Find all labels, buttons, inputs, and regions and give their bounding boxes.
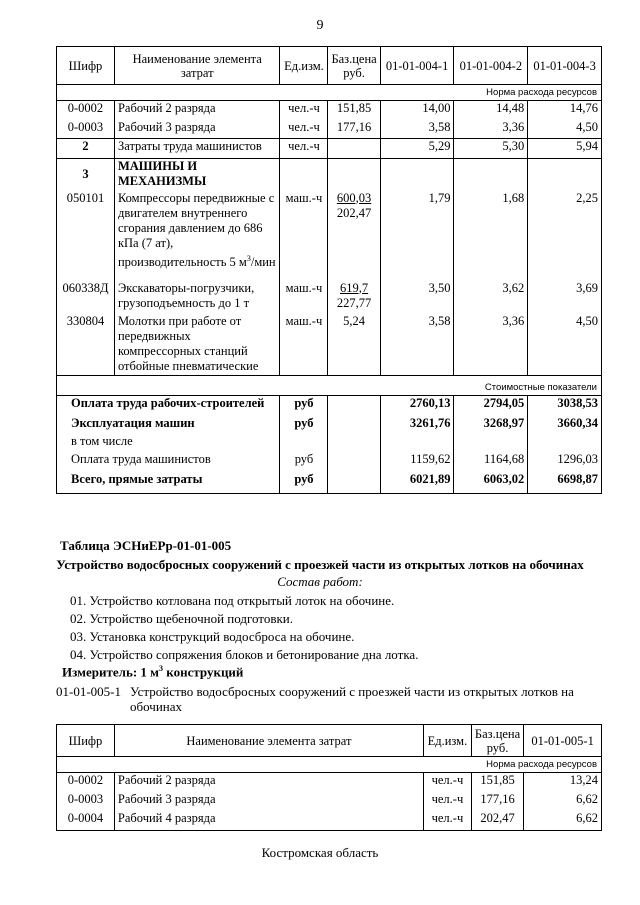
summary-v1: 3261,76: [380, 416, 454, 434]
summary-name: Оплата труда рабочих-строителей: [57, 396, 280, 416]
header-price: Баз.цена руб.: [328, 47, 380, 85]
row-unit: чел.-ч: [280, 101, 328, 120]
summary-unit: руб: [280, 416, 328, 434]
summary-v3: 6698,87: [528, 472, 602, 494]
cost-label: Стоимостные показатели: [57, 376, 602, 396]
row-v1: 14,00: [380, 101, 454, 120]
row-price: 177,16: [328, 120, 380, 139]
table-title: Таблица ЭСНиЕРр-01-01-005: [60, 538, 232, 553]
row-unit: чел.-ч: [423, 792, 471, 811]
table-row: [57, 773, 602, 792]
row-price: 151,85: [328, 101, 380, 120]
row-name: Рабочий 3 разряда: [114, 792, 423, 811]
row-unit: чел.-ч: [280, 139, 328, 159]
row-code: 0-0003: [57, 120, 115, 139]
row-v1: 6,62: [524, 792, 602, 811]
row-v1: 5,29: [380, 139, 454, 159]
table-header-row: [57, 725, 602, 757]
row-v3: 3,69: [528, 281, 602, 314]
row-unit: чел.-ч: [423, 811, 471, 831]
row-v1: 3,50: [380, 281, 454, 314]
summary-v1: 1159,62: [380, 452, 454, 472]
table-row: [57, 101, 602, 120]
row-code: 0-0002: [57, 773, 115, 792]
summary-v1: 2760,13: [380, 396, 454, 416]
page-number: 9: [316, 18, 324, 33]
resource-table-2: [56, 724, 602, 831]
page-footer: Костромская область: [261, 845, 379, 860]
header-unit: Ед.изм.: [423, 725, 471, 757]
header-unit: Ед.изм.: [280, 47, 328, 85]
norm-row: [57, 757, 602, 773]
table-header-row: [57, 47, 602, 85]
row-price: 5,24: [328, 314, 380, 376]
row-name: Затраты труда машинистов: [114, 139, 280, 159]
row-price: 619,7 227,77: [328, 281, 380, 314]
row-price: 177,16: [471, 792, 523, 811]
table-row: [57, 120, 602, 139]
row-name: Рабочий 4 разряда: [114, 811, 423, 831]
row-v3: 5,94: [528, 139, 602, 159]
row-v2: 3,62: [454, 281, 528, 314]
header-code: Шифр: [57, 47, 115, 85]
table-row: [57, 139, 602, 159]
summary-v2: 6063,02: [454, 472, 528, 494]
summary-row: [57, 416, 602, 434]
row-name: Рабочий 3 разряда: [114, 120, 280, 139]
machines-header-row: [57, 159, 602, 191]
cost-row: [57, 376, 602, 396]
summary-name: Всего, прямые затраты: [57, 472, 280, 494]
summary-v1: 6021,89: [380, 472, 454, 494]
row-v1: 13,24: [524, 773, 602, 792]
row-code: 060338Д: [57, 281, 115, 314]
row-code: 0-0002: [57, 101, 115, 120]
measure-unit: Измеритель: 1 $м^3$ конструкций: [62, 664, 244, 680]
summary-v3: 1296,03: [528, 452, 602, 472]
row-price: 202,47: [471, 811, 523, 831]
row-v1: 3,58: [380, 314, 454, 376]
summary-v3: 3038,53: [528, 396, 602, 416]
header-name: Наименование элемента затрат: [114, 47, 280, 85]
row-code: 0-0003: [57, 792, 115, 811]
row-price: 600,03 202,47: [328, 191, 380, 281]
summary-row: [57, 452, 602, 472]
header-price: Баз.цена руб.: [471, 725, 523, 757]
row-unit: маш.-ч: [280, 191, 328, 281]
row-v3: 14,76: [528, 101, 602, 120]
work-item: 02. Устройство щебеночной подготовки.: [70, 611, 293, 626]
row-code: 330804: [57, 314, 115, 376]
header-col1: 01-01-004-1: [380, 47, 454, 85]
table-row: [57, 314, 602, 376]
row-v2: 5,30: [454, 139, 528, 159]
row-v1: 6,62: [524, 811, 602, 831]
norm-row: [57, 85, 602, 101]
table-row: [57, 792, 602, 811]
summary-v2: 1164,68: [454, 452, 528, 472]
summary-v2: 2794,05: [454, 396, 528, 416]
row-name: Молотки при работе от передвижных компрессорных станций отбойные пневматические: [114, 314, 280, 376]
header-col2: 01-01-004-2: [454, 47, 528, 85]
summary-row: [57, 472, 602, 494]
norm-label: Норма расхода ресурсов: [57, 757, 602, 773]
machines-title: МАШИНЫ И МЕХАНИЗМЫ: [114, 159, 280, 191]
row-code: 2: [57, 139, 115, 159]
row-v2: 1,68: [454, 191, 528, 281]
summary-name: Оплата труда машинистов: [57, 452, 280, 472]
row-name: Рабочий 2 разряда: [114, 773, 423, 792]
row-unit: маш.-ч: [280, 314, 328, 376]
row-v1: 3,58: [380, 120, 454, 139]
resource-table-1: [56, 46, 602, 494]
row-v3: 2,25: [528, 191, 602, 281]
summary-name: Эксплуатация машин: [57, 416, 280, 434]
row-code: 050101: [57, 191, 115, 281]
row-name: Компрессоры передвижные с двигателем внутреннего сгорания давлением до 686 кПа (7 ат), производительность 5 $м^3$/мин: [114, 191, 280, 281]
summary-unit: руб: [280, 396, 328, 416]
table-row: [57, 811, 602, 831]
summary-row: [57, 396, 602, 416]
row-unit: маш.-ч: [280, 281, 328, 314]
row-code: 0-0004: [57, 811, 115, 831]
row-v3: 4,50: [528, 120, 602, 139]
composition-label: Состав работ:: [277, 574, 363, 589]
row-v3: 4,50: [528, 314, 602, 376]
machines-code: 3: [57, 159, 115, 191]
header-col1: 01-01-005-1: [524, 725, 602, 757]
summary-name: в том числе: [57, 434, 280, 452]
summary-v3: 3660,34: [528, 416, 602, 434]
row-price: 151,85: [471, 773, 523, 792]
row-v2: 14,48: [454, 101, 528, 120]
summary-unit: руб: [280, 472, 328, 494]
header-col3: 01-01-004-3: [528, 47, 602, 85]
table-row: [57, 281, 602, 314]
section-heading: Устройство водосбросных сооружений с проезжей части из открытых лотков на обочинах: [56, 557, 584, 572]
row-name: Рабочий 2 разряда: [114, 101, 280, 120]
item-description: Устройство водосбросных сооружений с проезжей части из открытых лотков на обочинах: [130, 684, 574, 714]
item-code: 01-01-005-1: [56, 684, 121, 699]
norm-label: Норма расхода ресурсов: [57, 85, 602, 101]
header-code: Шифр: [57, 725, 115, 757]
work-item: 03. Установка конструкций водосброса на обочине.: [70, 629, 355, 644]
work-item: 04. Устройство сопряжения блоков и бетонирование дна лотка.: [70, 647, 419, 662]
row-price: [328, 139, 380, 159]
summary-unit: руб: [280, 452, 328, 472]
row-v1: 1,79: [380, 191, 454, 281]
row-unit: чел.-ч: [280, 120, 328, 139]
work-item: 01. Устройство котлована под открытый лоток на обочине.: [70, 593, 395, 608]
summary-v2: 3268,97: [454, 416, 528, 434]
row-v2: 3,36: [454, 314, 528, 376]
table-row: [57, 191, 602, 281]
row-unit: чел.-ч: [423, 773, 471, 792]
row-v2: 3,36: [454, 120, 528, 139]
row-name: Экскаваторы-погрузчики, грузоподъемность до 1 т: [114, 281, 280, 314]
header-name: Наименование элемента затрат: [114, 725, 423, 757]
summary-row: [57, 434, 602, 452]
